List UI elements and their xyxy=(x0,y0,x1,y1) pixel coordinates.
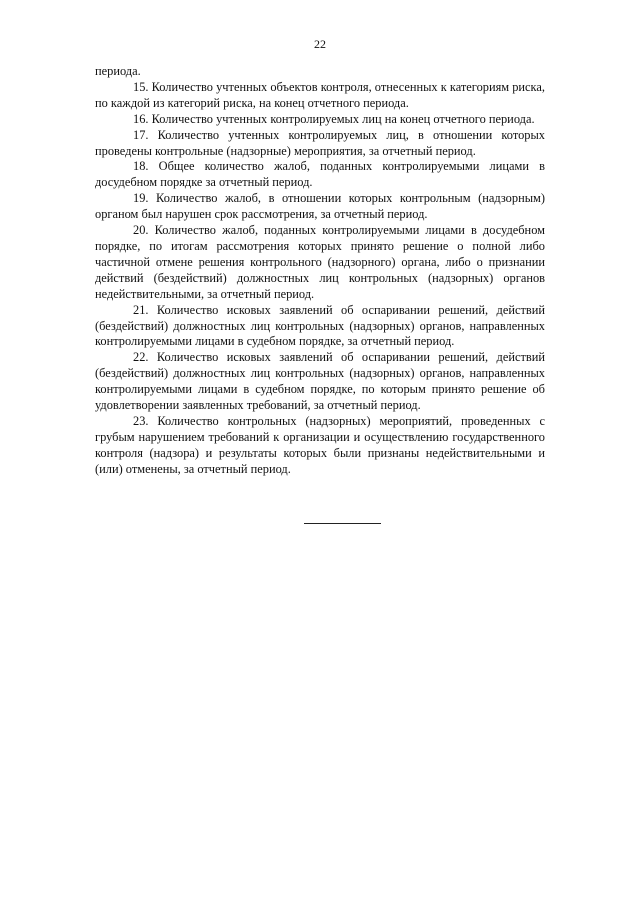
paragraph-item-17: 17. Количество учтенных контролируемых лиц, в отношении которых проведены контрольные (надзорные) мероприятия, за отчетный период. xyxy=(95,127,545,158)
paragraph-item-19: 19. Количество жалоб, в отношении которых контрольным (надзорным) органом был нарушен срок рассмотрения, за отчетный период. xyxy=(95,191,545,222)
paragraph-item-15: 15. Количество учтенных объектов контроля, отнесенных к категориям риска, по каждой из категорий риска, на конец отчетного периода. xyxy=(95,79,545,110)
paragraph-item-16: 16. Количество учтенных контролируемых лиц на конец отчетного периода. xyxy=(133,111,535,126)
document-body xyxy=(95,64,545,478)
paragraph-item-20: 20. Количество жалоб, поданных контролируемыми лицами в досудебном порядке, по итогам рассмотрения которых принято решение о полной либо частичной отмене решения контрольного (надзорного) органа, либо о признании действий (бездействий) должностных лиц контрольных (надзорных) органов недействительными, за отчетный период. xyxy=(95,223,545,301)
end-separator-line xyxy=(304,523,381,524)
page-number: 22 xyxy=(314,37,326,51)
paragraph-item-22: 22. Количество исковых заявлений об оспаривании решений, действий (бездействий) должностных лиц контрольных (надзорных) органов, направленных контролируемыми лицами в судебном порядке, по которым принято решение об удовлетворении заявленных требований, за отчетный период. xyxy=(95,350,545,413)
paragraph-continuation: периода. xyxy=(95,64,141,78)
paragraph-item-21: 21. Количество исковых заявлений об оспаривании решений, действий (бездействий) должностных лиц контрольных (надзорных) органов, направленных контролируемыми лицами в судебном порядке, за отчетный период. xyxy=(95,302,545,349)
paragraph-item-18: 18. Общее количество жалоб, поданных контролируемыми лицами в досудебном порядке за отчетный период. xyxy=(95,159,545,190)
paragraph-item-23: 23. Количество контрольных (надзорных) мероприятий, проведенных с грубым нарушением требований к организации и осуществлению государственного контроля (надзора) и результаты которых были признаны недействительными и (или) отменены, за отчетный период. xyxy=(95,413,545,476)
